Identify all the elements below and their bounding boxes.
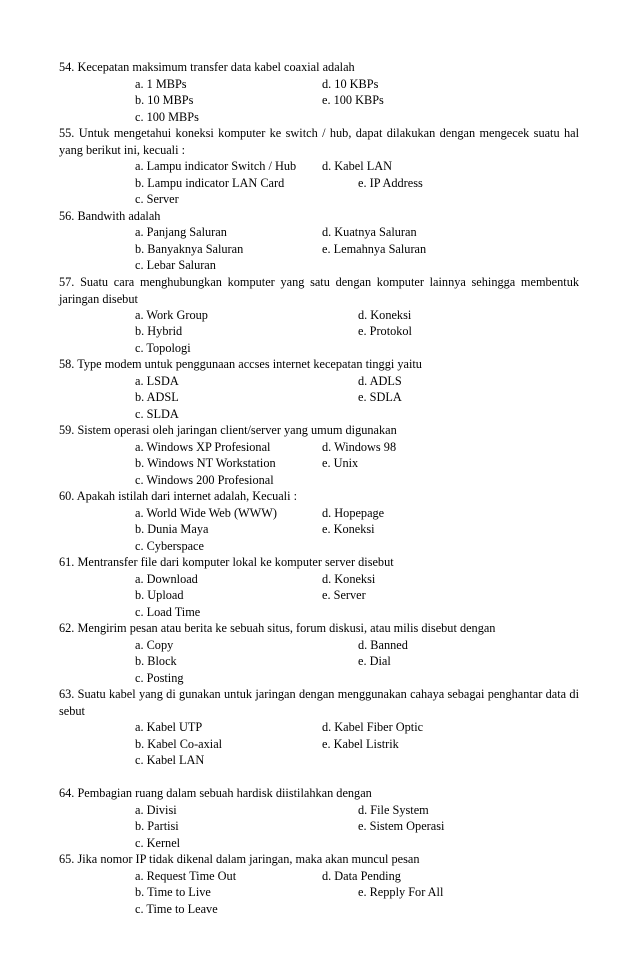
question-63-option-d: d. Kabel Fiber Optic bbox=[322, 720, 424, 734]
question-54-option-b: b. 10 MBPs bbox=[135, 93, 194, 107]
question-62-text: 62. Mengirim pesan atau berita ke sebuah situs, forum diskusi, atau milis disebut dengan bbox=[59, 621, 496, 635]
question-58-option-b: b. ADSL bbox=[135, 390, 179, 404]
question-62-option-c: c. Posting bbox=[135, 671, 184, 685]
question-54-option-e: e. 100 KBPs bbox=[322, 93, 384, 107]
question-54-option-a: a. 1 MBPs bbox=[135, 77, 187, 91]
question-56-option-d: d. Kuatnya Saluran bbox=[322, 225, 417, 239]
question-57-option-b: b. Hybrid bbox=[135, 324, 183, 338]
question-61-option-c: c. Load Time bbox=[135, 605, 201, 619]
question-61-text: 61. Mentransfer file dari komputer lokal ke komputer server disebut bbox=[59, 555, 394, 569]
question-55-option-c: c. Server bbox=[135, 192, 179, 206]
question-62-option-b: b. Block bbox=[135, 654, 177, 668]
question-60-option-e: e. Koneksi bbox=[322, 522, 375, 536]
question-61-option-a: a. Download bbox=[135, 572, 198, 586]
question-61-option-b: b. Upload bbox=[135, 588, 184, 602]
question-56-text: 56. Bandwith adalah bbox=[59, 209, 161, 223]
question-64-option-d: d. File System bbox=[358, 803, 429, 817]
question-60-option-b: b. Dunia Maya bbox=[135, 522, 209, 536]
question-60-option-c: c. Cyberspace bbox=[135, 539, 204, 553]
question-60-text: 60. Apakah istilah dari internet adalah, Kecuali : bbox=[59, 489, 297, 503]
question-64-option-e: e. Sistem Operasi bbox=[358, 819, 445, 833]
question-56-option-b: b. Banyaknya Saluran bbox=[135, 242, 244, 256]
question-65-option-c: c. Time to Leave bbox=[135, 902, 218, 916]
question-58-option-a: a. LSDA bbox=[135, 374, 179, 388]
question-63-option-a: a. Kabel UTP bbox=[135, 720, 203, 734]
question-56-option-c: c. Lebar Saluran bbox=[135, 258, 216, 272]
question-54-option-c: c. 100 MBPs bbox=[135, 110, 199, 124]
question-63-text: 63. Suatu kabel yang di gunakan untuk jaringan dengan menggunakan cahaya sebagai penghantar data di sebut bbox=[59, 687, 579, 718]
question-64-option-b: b. Partisi bbox=[135, 819, 179, 833]
question-65-option-a: a. Request Time Out bbox=[135, 869, 237, 883]
question-54-text: 54. Kecepatan maksimum transfer data kabel coaxial adalah bbox=[59, 60, 355, 74]
question-57-text: 57. Suatu cara menghubungkan komputer yang satu dengan komputer lainnya sehingga membentuk jaringan disebut bbox=[59, 275, 579, 306]
question-58-option-c: c. SLDA bbox=[135, 407, 179, 421]
question-62-option-a: a. Copy bbox=[135, 638, 174, 652]
question-65-option-b: b. Time to Live bbox=[135, 885, 211, 899]
question-63-option-c: c. Kabel LAN bbox=[135, 753, 205, 767]
question-58-option-e: e. SDLA bbox=[358, 390, 402, 404]
question-54-option-d: d. 10 KBPs bbox=[322, 77, 379, 91]
question-57-option-e: e. Protokol bbox=[358, 324, 412, 338]
question-64-option-a: a. Divisi bbox=[135, 803, 177, 817]
question-61-option-d: d. Koneksi bbox=[322, 572, 376, 586]
question-59-option-b: b. Windows NT Workstation bbox=[135, 456, 276, 470]
question-64-text: 64. Pembagian ruang dalam sebuah hardisk diistilahkan dengan bbox=[59, 786, 372, 800]
question-59-option-c: c. Windows 200 Profesional bbox=[135, 473, 274, 487]
question-62-option-d: d. Banned bbox=[358, 638, 408, 652]
question-58-option-d: d. ADLS bbox=[358, 374, 402, 388]
question-57-option-a: a. Work Group bbox=[135, 308, 208, 322]
question-61-option-e: e. Server bbox=[322, 588, 366, 602]
question-60-option-a: a. World Wide Web (WWW) bbox=[135, 506, 277, 520]
question-65-option-d: d. Data Pending bbox=[322, 869, 401, 883]
question-59-option-e: e. Unix bbox=[322, 456, 359, 470]
question-57-option-d: d. Koneksi bbox=[358, 308, 412, 322]
question-55-option-a: a. Lampu indicator Switch / Hub bbox=[135, 159, 297, 173]
question-55-option-d: d. Kabel LAN bbox=[322, 159, 393, 173]
question-59-option-a: a. Windows XP Profesional bbox=[135, 440, 271, 454]
question-56-option-a: a. Panjang Saluran bbox=[135, 225, 227, 239]
question-55-option-e: e. IP Address bbox=[358, 176, 423, 190]
question-58-text: 58. Type modem untuk penggunaan accses internet kecepatan tinggi yaitu bbox=[59, 357, 422, 371]
question-62-option-e: e. Dial bbox=[358, 654, 391, 668]
question-59-option-d: d. Windows 98 bbox=[322, 440, 397, 454]
question-56-option-e: e. Lemahnya Saluran bbox=[322, 242, 427, 256]
question-60-option-d: d. Hopepage bbox=[322, 506, 385, 520]
question-57-option-c: c. Topologi bbox=[135, 341, 191, 355]
question-64-option-c: c. Kernel bbox=[135, 836, 181, 850]
question-65-option-e: e. Repply For All bbox=[358, 885, 444, 899]
question-63-option-e: e. Kabel Listrik bbox=[322, 737, 399, 751]
question-59-text: 59. Sistem operasi oleh jaringan client/server yang umum digunakan bbox=[59, 423, 397, 437]
question-63-option-b: b. Kabel Co-axial bbox=[135, 737, 223, 751]
question-55-option-b: b. Lampu indicator LAN Card bbox=[135, 176, 285, 190]
question-55-text: 55. Untuk mengetahui koneksi komputer ke switch / hub, dapat dilakukan dengan mengecek suatu hal yang berikut ini, kecuali : bbox=[59, 126, 579, 157]
question-65-text: 65. Jika nomor IP tidak dikenal dalam jaringan, maka akan muncul pesan bbox=[59, 852, 420, 866]
